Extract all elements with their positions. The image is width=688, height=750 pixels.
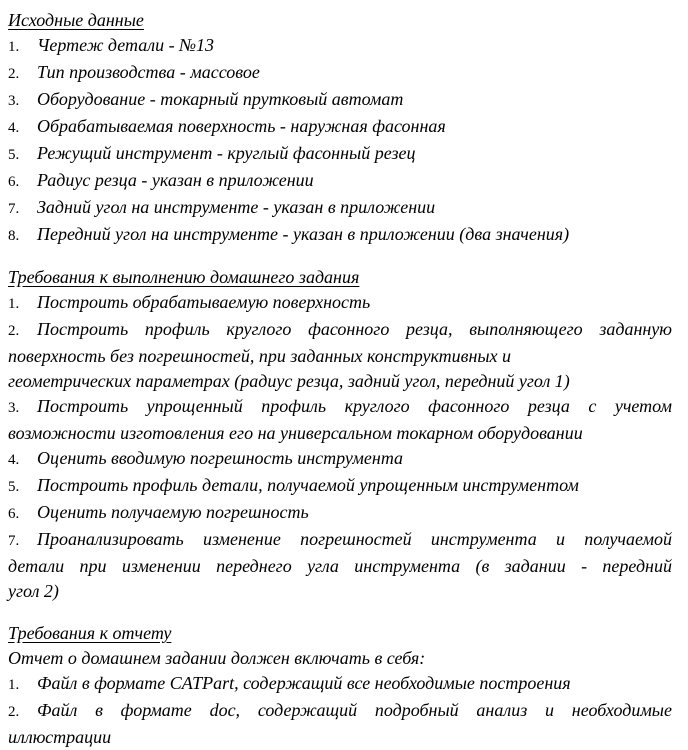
list-item-number: 5. — [8, 479, 20, 495]
list-item — [8, 473, 672, 500]
list-item — [8, 500, 672, 527]
list-item-text: Оборудование - токарный прутковый автомат — [37, 89, 404, 109]
section-report-requirements — [8, 621, 672, 750]
list-item — [8, 527, 672, 554]
section-homework-requirements — [8, 265, 672, 604]
list-item-continuation: поверхность без погрешностей, при заданных конструктивных и — [8, 346, 512, 366]
list-item-text: Построить упрощенный профиль круглого фасонного резца с учетом — [37, 396, 672, 416]
list-item-text: Файл в формате doc, содержащий подробный анализ и необходимые — [37, 700, 672, 720]
list-item-number: 5. — [8, 147, 20, 163]
list-item — [8, 33, 672, 60]
list-item-number: 1. — [8, 296, 20, 312]
list-item-text: Оценить получаемую погрешность — [37, 502, 309, 522]
list-item-text: Радиус резца - указан в приложении — [37, 170, 314, 190]
list-item-number: 3. — [8, 400, 20, 416]
list-item-number: 1. — [8, 677, 20, 693]
section-heading: Требования к отчету — [8, 623, 172, 643]
list-item — [8, 671, 672, 698]
list-item — [8, 141, 672, 168]
list-item-number: 3. — [8, 93, 20, 109]
list-item-text: Чертеж детали - №13 — [37, 35, 215, 55]
list-item-number: 2. — [8, 704, 20, 720]
list-item-number: 2. — [8, 323, 20, 339]
list-item-text: Задний угол на инструменте - указан в приложении — [37, 197, 436, 217]
list-item-text: Проанализировать изменение погрешностей инструмента и получаемой — [37, 529, 672, 549]
section-heading: Исходные данные — [8, 10, 144, 30]
list-item-number: 7. — [8, 533, 20, 549]
list-item-number: 7. — [8, 201, 20, 217]
list-item-text: Передний угол на инструменте - указан в приложении (два значения) — [37, 224, 570, 244]
list-item-continuation: геометрических параметрах (радиус резца, задний угол, передний угол 1) — [8, 371, 570, 391]
list-item-number: 1. — [8, 39, 20, 55]
list-item — [8, 290, 672, 317]
list-item-number: 4. — [8, 120, 20, 136]
list-item-number: 4. — [8, 452, 20, 468]
list-item — [8, 87, 672, 114]
list-item-number: 2. — [8, 66, 20, 82]
list-item — [8, 222, 672, 249]
list-item — [8, 195, 672, 222]
list-item — [8, 168, 672, 195]
list-item-continuation: детали при изменении переднего угла инструмента (в задании - передний — [8, 556, 672, 576]
list-item-text: Построить обрабатываемую поверхность — [37, 292, 371, 312]
list-item-number: 6. — [8, 174, 20, 190]
list-item-continuation: иллюстрации — [8, 727, 112, 747]
list-item-number: 8. — [8, 228, 20, 244]
list-item-text: Построить профиль круглого фасонного резца, выполняющего заданную — [37, 319, 672, 339]
list-item — [8, 394, 672, 421]
list-item — [8, 317, 672, 344]
list-item-continuation: угол 2) — [8, 581, 59, 601]
list-item — [8, 698, 672, 725]
section-heading: Требования к выполнению домашнего задания — [8, 267, 360, 287]
list-item — [8, 446, 672, 473]
list-item-text: Оценить вводимую погрешность инструмента — [37, 448, 404, 468]
list-item — [8, 114, 672, 141]
list-item-text: Тип производства - массовое — [37, 62, 260, 82]
list-item-number: 6. — [8, 506, 20, 522]
list-item-text: Обрабатываемая поверхность - наружная фасонная — [37, 116, 446, 136]
list-item-text: Построить профиль детали, получаемой упрощенным инструментом — [37, 475, 579, 495]
section-source-data — [8, 8, 672, 249]
list-item-continuation: возможности изготовления его на универсальном токарном оборудовании — [8, 423, 583, 443]
list-item — [8, 60, 672, 87]
list-item-text: Файл в формате CATPart, содержащий все необходимые построения — [37, 673, 571, 693]
list-item-text: Режущий инструмент - круглый фасонный резец — [37, 143, 416, 163]
report-intro-text: Отчет о домашнем задании должен включать в себя: — [8, 648, 426, 668]
